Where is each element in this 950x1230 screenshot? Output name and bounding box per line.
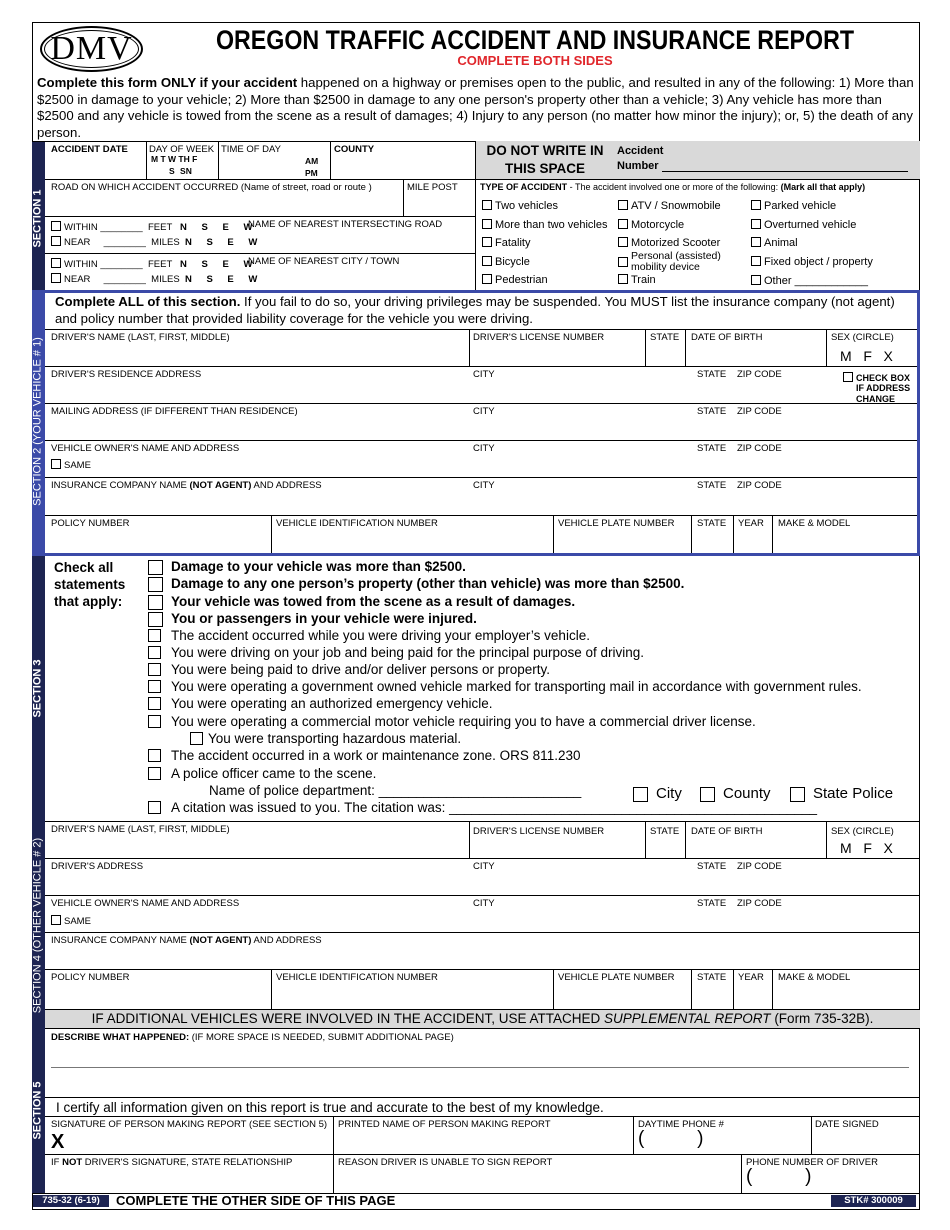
s4-address-label: DRIVER'S ADDRESS [51, 861, 144, 872]
type-fatality[interactable]: Fatality [482, 237, 530, 250]
s2-sex-label: SEX (CIRCLE) [831, 332, 894, 343]
reason-label: REASON DRIVER IS UNABLE TO SIGN REPORT [338, 1157, 553, 1168]
complete-other-side: COMPLETE THE OTHER SIDE OF THIS PAGE [116, 1193, 396, 1208]
s2-mailing-label: MAILING ADDRESS (IF DIFFERENT THAN RESIDENCE) [51, 406, 298, 417]
nearest-road-label: NAME OF NEAREST INTERSECTING ROAD [248, 219, 443, 230]
type-scooter[interactable]: Motorized Scooter [618, 237, 720, 250]
s2-state-label: STATE [650, 332, 680, 343]
road-label: ROAD ON WHICH ACCIDENT OCCURRED (Name of street, road or route ) [51, 182, 372, 193]
s4-owner-zip-label: ZIP CODE [737, 898, 782, 909]
section2-label: SECTION 2 (YOUR VEHICLE # 1) [31, 337, 44, 506]
section2-note: Complete ALL of this section. If you fail to do so, your driving privileges may be suspended. You MUST list the insurance company (not agent) and policy number that provided liability coverage for the vehicle you were driving. [55, 294, 895, 326]
s2-owner-label: VEHICLE OWNER'S NAME AND ADDRESS [51, 443, 240, 454]
s4-addr-zip-label: ZIP CODE [737, 861, 782, 872]
stock-number: STK# 300009 [831, 1195, 916, 1207]
type-two-vehicles[interactable]: Two vehicles [482, 200, 558, 213]
s2-residence-label: DRIVER'S RESIDENCE ADDRESS [51, 369, 202, 380]
check-all-label: Check all statements that apply: [54, 560, 126, 609]
type-other[interactable]: Other ____________ [751, 275, 868, 288]
s2-policy-label: POLICY NUMBER [51, 518, 130, 529]
s4-dob-label: DATE OF BIRTH [691, 826, 763, 837]
s4-license-label: DRIVER'S LICENSE NUMBER [473, 826, 605, 837]
s2-insurance-label: INSURANCE COMPANY NAME (NOT AGENT) AND ADDRESS [51, 480, 322, 491]
if-address-label: IF ADDRESS [856, 383, 911, 393]
s4-state-label: STATE [650, 826, 680, 837]
form-subtitle: COMPLETE BOTH SIDES [457, 53, 613, 68]
s2-plate-state-label: STATE [697, 518, 727, 529]
s4-year-label: YEAR [738, 972, 764, 983]
s4-city-label: CITY [473, 861, 495, 872]
accident-date-label: ACCIDENT DATE [51, 144, 128, 155]
describe-line-1[interactable] [51, 1067, 909, 1068]
signature-label: SIGNATURE OF PERSON MAKING REPORT (SEE SECTION 5) [51, 1119, 328, 1130]
type-bicycle[interactable]: Bicycle [482, 256, 530, 269]
within-checkbox-1[interactable] [51, 221, 61, 231]
am-label: AM [305, 156, 319, 166]
s2-license-label: DRIVER'S LICENSE NUMBER [473, 332, 605, 343]
intro-text [37, 75, 917, 141]
type-more-than-two[interactable]: More than two vehicles [482, 219, 608, 232]
day-of-week-label: DAY OF WEEK [149, 144, 215, 155]
near-checkbox-2[interactable] [51, 273, 61, 283]
s2-mail-zip-label: ZIP CODE [737, 406, 782, 417]
intro-bold: Complete this form ONLY if your accident [37, 75, 298, 90]
s2-year-label: YEAR [738, 518, 764, 529]
s4-owner-city-label: CITY [473, 898, 495, 909]
type-parked[interactable]: Parked vehicle [751, 200, 836, 213]
s2-res-zip-label: ZIP CODE [737, 369, 782, 380]
accident-number-line [662, 171, 908, 172]
s2-ins-zip-label: ZIP CODE [737, 480, 782, 491]
section1-label: SECTION 1 [31, 189, 44, 248]
type-overturned[interactable]: Overturned vehicle [751, 219, 856, 232]
near-checkbox-1[interactable] [51, 236, 61, 246]
signature-x[interactable]: X [51, 1131, 65, 1153]
driver-phone-field[interactable]: ( ) [746, 1166, 812, 1187]
nearest-city-label: NAME OF NEAREST CITY / TOWN [248, 256, 400, 267]
county-label: COUNTY [334, 144, 375, 155]
s4-vin-label: VEHICLE IDENTIFICATION NUMBER [276, 972, 438, 983]
s4-drivers-name-label: DRIVER'S NAME (LAST, FIRST, MIDDLE) [51, 824, 230, 835]
type-of-accident-heading: TYPE OF ACCIDENT - The accident involved one or more of the following: (Mark all that apply) [480, 182, 866, 192]
additional-vehicles-text: IF ADDITIONAL VEHICLES WERE INVOLVED IN THE ACCIDENT, USE ATTACHED SUPPLEMENTAL REPORT (Form 735-32B). [91, 1011, 874, 1026]
accident-number-label: Accident Number [617, 145, 664, 172]
s2-res-city-label: CITY [473, 369, 495, 380]
days-row1: M T W TH F [151, 154, 198, 164]
s2-mail-city-label: CITY [473, 406, 495, 417]
s4-sex-label: SEX (CIRCLE) [831, 826, 894, 837]
intro-rest: happened on a highway or premises open to the public, and resulted in any of the following: 1) More than $2500 in damage to your vehicle; 2) More than $2500 in damage to any one person's property other than a vehicle; 3) Any vehicle has more than $2500 and any vehicle is towed from the scene as a result of damages; 4) Injury to any person (no matter how minor the injury); or, 5) the death of any person. [37, 75, 914, 140]
type-train[interactable]: Train [618, 274, 656, 287]
describe-label: DESCRIBE WHAT HAPPENED: (IF MORE SPACE IS NEEDED, SUBMIT ADDITIONAL PAGE) [51, 1032, 454, 1043]
do-not-write-text: DO NOT WRITE IN THIS SPACE [486, 143, 604, 176]
pm-label: PM [305, 168, 318, 178]
s4-policy-label: POLICY NUMBER [51, 972, 130, 983]
s2-owner-same[interactable]: SAME [51, 459, 91, 471]
s2-owner-zip-label: ZIP CODE [737, 443, 782, 454]
s2-owner-state-label: STATE [697, 443, 727, 454]
s2-drivers-name-label: DRIVER'S NAME (LAST, FIRST, MIDDLE) [51, 332, 230, 343]
section3-label: SECTION 3 [31, 659, 44, 718]
near-row-2: NEAR ________ MILES N S E W [51, 273, 263, 285]
s2-make-label: MAKE & MODEL [778, 518, 851, 529]
section4-label: SECTION 4 (OTHER VEHICLE # 2) [31, 837, 44, 1014]
s2-ins-city-label: CITY [473, 480, 495, 491]
s4-owner-same[interactable]: SAME [51, 915, 91, 927]
type-motorcycle[interactable]: Motorcycle [618, 219, 684, 232]
type-atv[interactable]: ATV / Snowmobile [618, 200, 721, 213]
not-driver-label: IF NOT DRIVER'S SIGNATURE, STATE RELATIONSHIP [51, 1157, 293, 1168]
mile-post-label: MILE POST [407, 182, 458, 193]
type-animal[interactable]: Animal [751, 237, 798, 250]
s2-owner-city-label: CITY [473, 443, 495, 454]
daytime-phone-field[interactable]: ( ) [638, 1128, 704, 1149]
within-row-1: WITHIN ________ FEET N S E W [51, 221, 258, 233]
within-checkbox-2[interactable] [51, 258, 61, 268]
s2-dob-label: DATE OF BIRTH [691, 332, 763, 343]
phone-driver-label: PHONE NUMBER OF DRIVER [746, 1157, 878, 1168]
type-fixed-object[interactable]: Fixed object / property [751, 256, 873, 269]
police-department-field[interactable]: Name of police department: ___________________________ [209, 783, 582, 798]
form-number: 735-32 (6-19) [33, 1195, 109, 1207]
s4-plate-state-label: STATE [697, 972, 727, 983]
dmv-logo-text: DMV [50, 30, 133, 67]
section5-label: SECTION 5 [31, 1081, 44, 1140]
daytime-phone-label: DAYTIME PHONE # [638, 1119, 724, 1130]
certify-text: I certify all information given on this report is true and accurate to the best of my knowledge. [56, 1100, 604, 1115]
s4-owner-label: VEHICLE OWNER'S NAME AND ADDRESS [51, 898, 240, 909]
days-row2: S SN [169, 166, 192, 176]
s4-make-label: MAKE & MODEL [778, 972, 851, 983]
s2-plate-label: VEHICLE PLATE NUMBER [558, 518, 675, 529]
s4-plate-label: VEHICLE PLATE NUMBER [558, 972, 675, 983]
change-label: CHANGE [856, 394, 896, 404]
date-signed-label: DATE SIGNED [815, 1119, 879, 1130]
type-pedestrian[interactable]: Pedestrian [482, 274, 548, 287]
s2-res-state-label: STATE [697, 369, 727, 380]
near-row-1: NEAR ________ MILES N S E W [51, 236, 263, 248]
time-of-day-label: TIME OF DAY [221, 144, 281, 155]
within-row-2: WITHIN ________ FEET N S E W [51, 258, 258, 270]
form-title: OREGON TRAFFIC ACCIDENT AND INSURANCE REPORT [215, 25, 855, 55]
s2-mail-state-label: STATE [697, 406, 727, 417]
s4-insurance-label: INSURANCE COMPANY NAME (NOT AGENT) AND ADDRESS [51, 935, 322, 946]
s4-sex-options[interactable]: M F X [840, 840, 893, 856]
s4-owner-state-label: STATE [697, 898, 727, 909]
s2-vin-label: VEHICLE IDENTIFICATION NUMBER [276, 518, 438, 529]
printed-name-label: PRINTED NAME OF PERSON MAKING REPORT [338, 1119, 551, 1130]
s2-ins-state-label: STATE [697, 480, 727, 491]
s4-addr-state-label: STATE [697, 861, 727, 872]
s2-sex-options[interactable]: M F X [840, 348, 893, 364]
address-change-checkbox[interactable]: CHECK BOX [843, 372, 910, 384]
